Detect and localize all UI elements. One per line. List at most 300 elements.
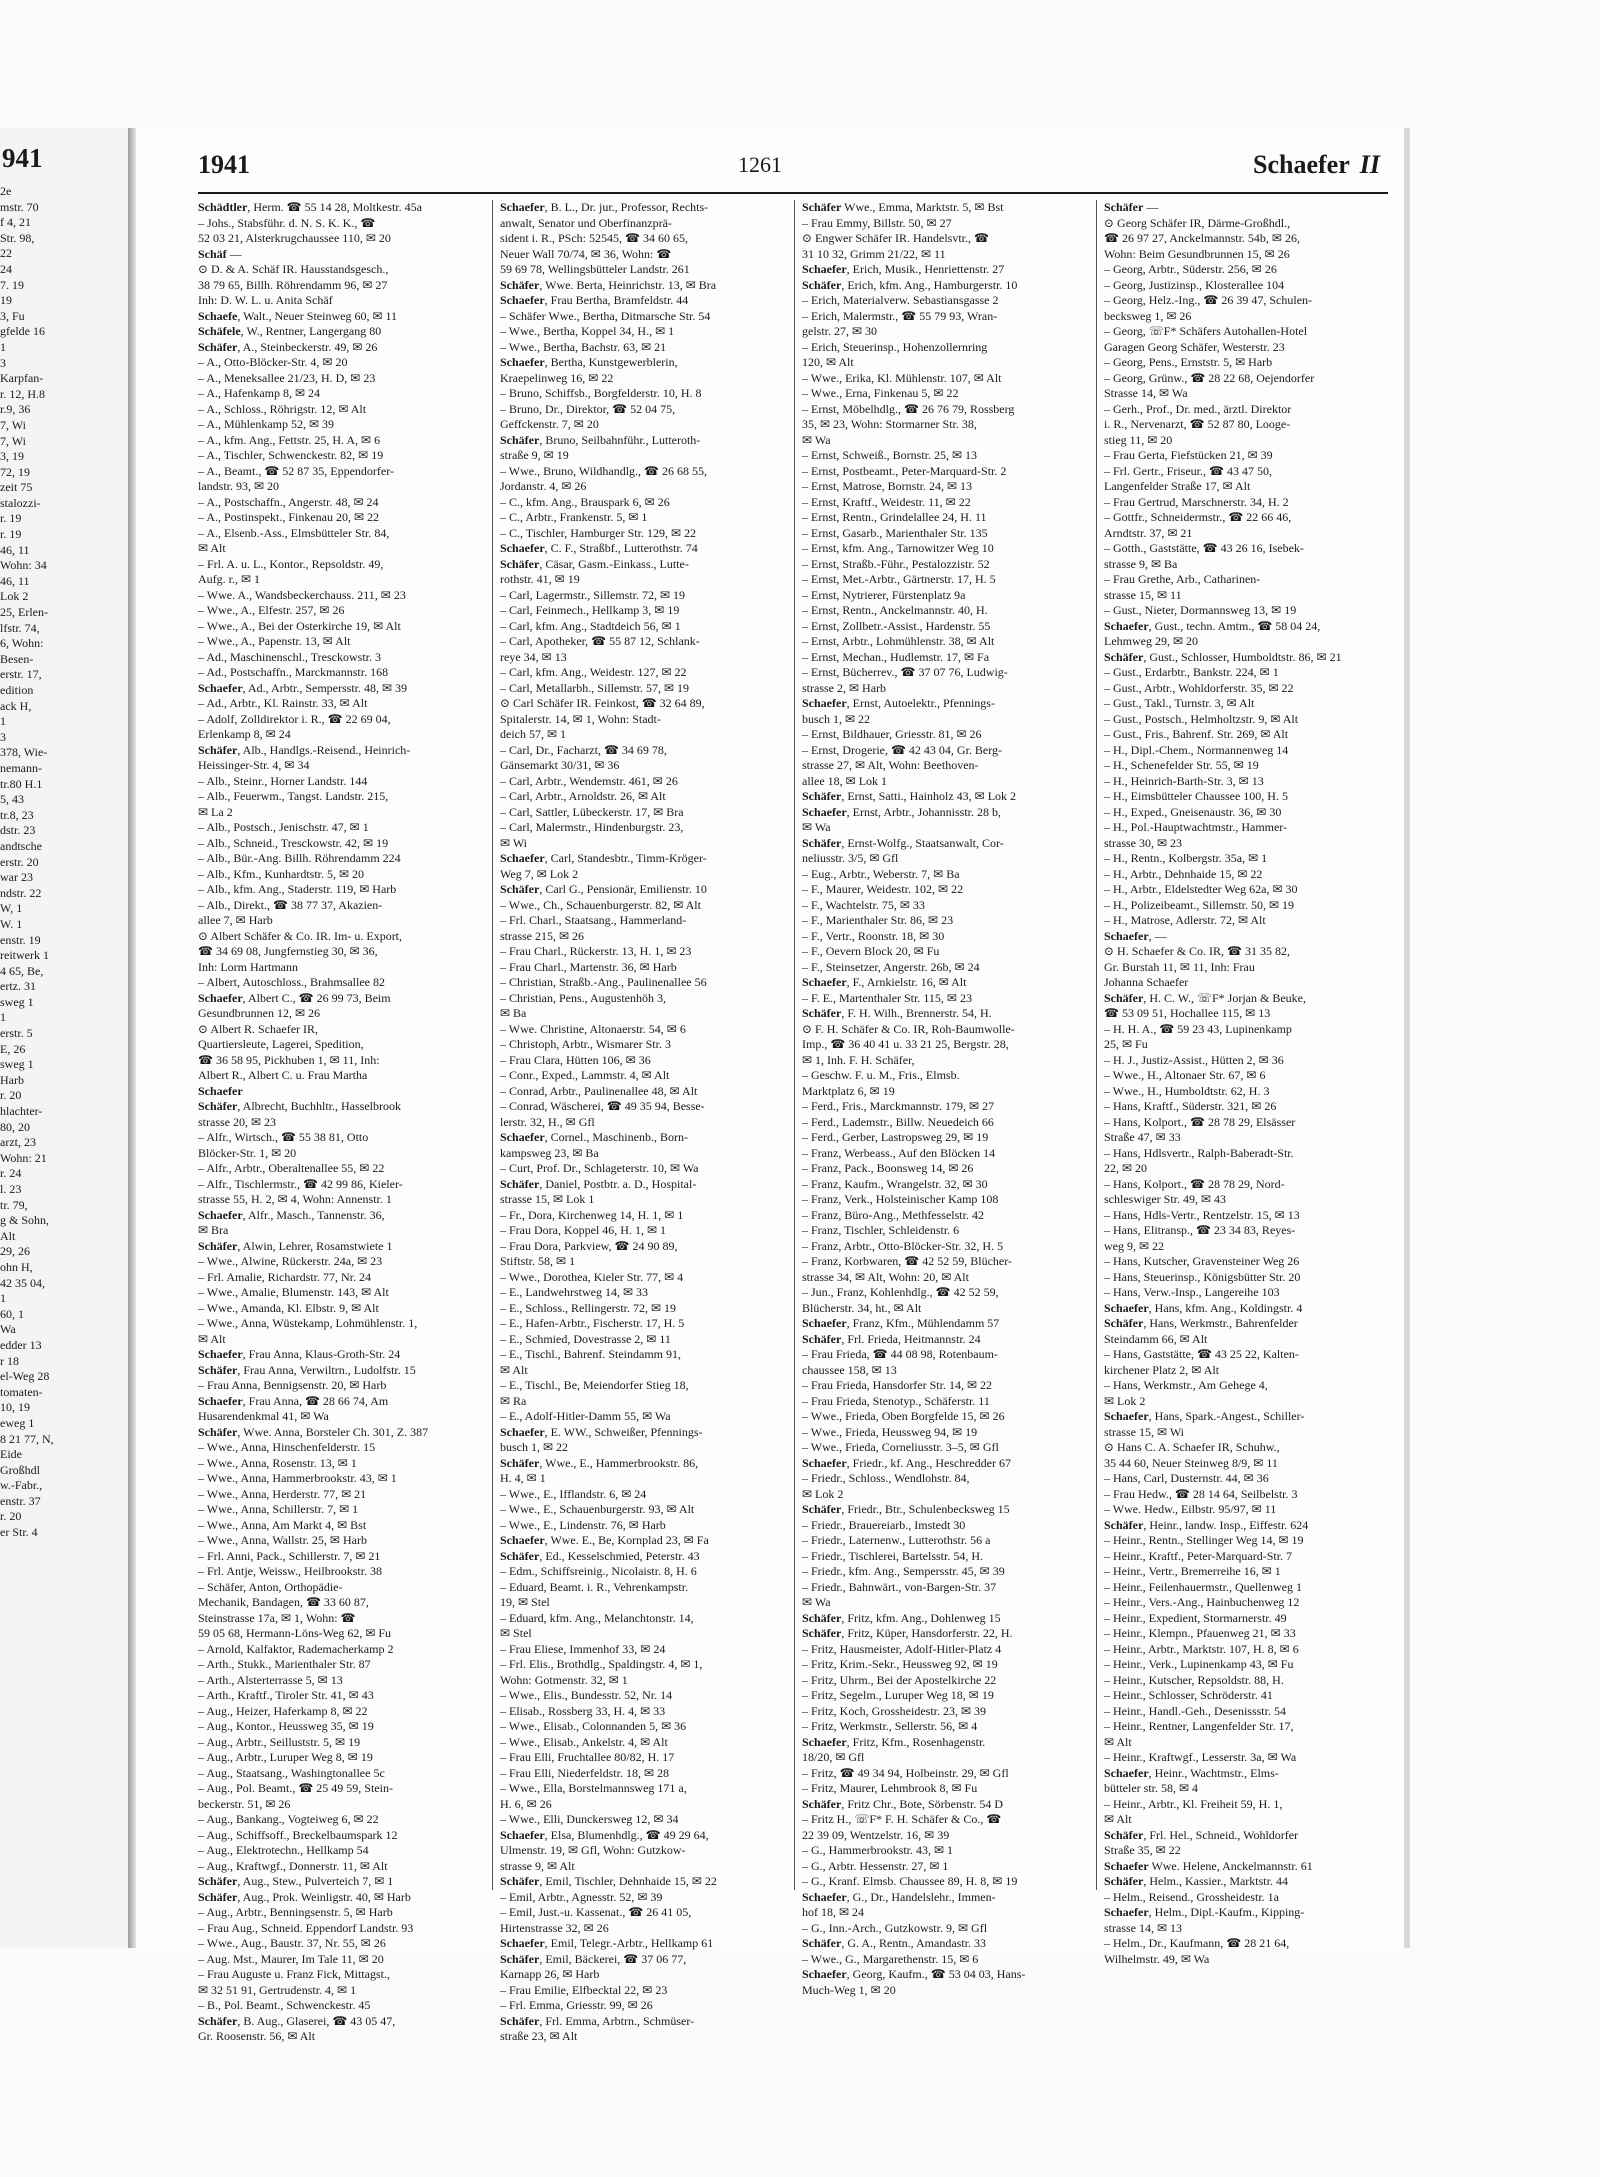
previous-page-line: Besen- [0,651,34,666]
previous-page-line: 378, Wie- [0,745,48,760]
directory-entry: ✉ Alt [198,1331,226,1346]
directory-entry: – Franz, Kaufm., Wrangelstr. 32, ✉ 30 [802,1176,988,1191]
previous-page-line: tr.8, 23 [0,807,34,822]
directory-entry: – Alb., kfm. Ang., Staderstr. 119, ✉ Harb [198,882,397,896]
previous-page-line: tr.80 H.1 [0,776,43,791]
directory-entry: Lehmweg 29, ✉ 20 [1104,634,1199,648]
directory-entry: – Wwe., Anna, Wallstr. 25, ✉ Harb [198,1533,367,1547]
header-year: 1941 [198,150,250,179]
directory-entry: Schäfer, Alb., Handlgs.-Reisend., Heinrich- [198,742,411,757]
directory-entry: ✉ Wa [802,432,831,447]
directory-entry: Schaefer, Helm., Dipl.-Kaufm., Kipping- [1104,1905,1305,1919]
directory-entry: allee 18, ✉ Lok 1 [802,773,888,788]
directory-entry: – H. H. A., ☎ 59 23 43, Lupinenkamp [1104,1021,1292,1036]
directory-entry: Schaefer, Cornel., Maschinenb., Born- [500,1130,688,1144]
directory-entry: – Wwe., Anna, Schillerstr. 7, ✉ 1 [198,1502,359,1516]
previous-page-line: l. 23 [0,1182,22,1196]
previous-page-line: Karpfan- [0,371,44,386]
directory-entry: 120, ✉ Alt [802,355,854,369]
directory-entry: Schaefer Wwe. Helene, Anckelmannstr. 61 [1104,1858,1313,1873]
directory-entry: – Wwe., Anna, Hammerbrookstr. 43, ✉ 1 [198,1471,397,1485]
directory-entry: ✉ Stel [500,1626,532,1640]
directory-entry: ✉ La 2 [198,804,233,819]
directory-entry: – Fritz, Hausmeister, Adolf-Hitler-Platz 4 [802,1641,1002,1656]
directory-entry: – Wwe., Alwine, Rückerstr. 24a, ✉ 23 [198,1254,383,1268]
directory-entry: – Frau Clara, Hütten 106, ✉ 36 [500,1052,651,1067]
directory-entry: Schaefer, Ernst, Autoelektr., Pfennings- [802,696,995,710]
directory-entry: Garagen Georg Schäfer, Westerstr. 23 [1104,339,1285,354]
directory-entry: – Arth., Stukk., Marienthaler Str. 87 [198,1657,371,1671]
previous-page-line: 8 21 77, N, [0,1431,54,1446]
previous-page-line: 60, 1 [0,1306,24,1321]
previous-page-line: 1 [0,339,6,354]
directory-entry: 38 79 65, Billh. Röhrendamm 96, ✉ 27 [198,277,388,292]
directory-entry: – Aug., Bankang., Vogteiweg 6, ✉ 22 [198,1812,379,1826]
directory-entry: Schaefer, Carl, Standesbtr., Timm-Kröger- [500,851,707,865]
directory-entry: Heissinger-Str. 4, ✉ 34 [198,758,310,772]
previous-page-line: el-Weg 28 [0,1369,50,1384]
directory-entry: – Ernst, Mechan., Hudlemstr. 17, ✉ Fa [802,649,990,664]
directory-entry: – Gust., Nieter, Dormannsweg 13, ✉ 19 [1104,603,1297,617]
directory-entry: Inh: Lorm Hartmann [198,959,298,974]
directory-entry: Schaefer, Heinr., Wachtmstr., Elms- [1104,1765,1279,1780]
directory-entry: ✉ Wi [500,835,528,850]
directory-entry: – Albert, Autoschloss., Brahmsallee 82 [198,975,385,989]
directory-entry: – Heinr., Rentn., Stellinger Weg 14, ✉ 19 [1104,1533,1304,1547]
directory-entry: – Fritz, ☎ 49 34 94, Holbeinstr. 29, ✉ Gfl [802,1765,1009,1780]
directory-entry: – Georg, Grünw., ☎ 28 22 68, Oejendorfer [1104,370,1315,385]
directory-entry: – Hans, Hdls-Vertr., Rentzelstr. 15, ✉ 13 [1104,1207,1300,1222]
directory-entry: – E., Schmied, Dovestrasse 2, ✉ 11 [500,1331,671,1346]
directory-entry: – Heinr., Rentner, Langenfelder Str. 17, [1104,1719,1294,1733]
previous-page-line: g & Sohn, [0,1213,50,1228]
directory-entry: – Arth., Kraftf., Tiroler Str. 41, ✉ 43 [198,1688,374,1702]
directory-entry: – Frau Frieda, Stenotyp., Schäferstr. 11 [802,1393,990,1408]
directory-entry: Marktplatz 6, ✉ 19 [802,1083,895,1098]
directory-entry: Schaefer, E. WW., Schweißer, Pfennings- [500,1424,703,1439]
directory-entry: – Curt, Prof. Dr., Schlageterstr. 10, ✉ Wa [500,1161,699,1175]
directory-entry: – Hans, Steuerinsp., Königsbütter Str. 20 [1104,1269,1301,1284]
directory-entry: – Fritz, Werkmstr., Sellerstr. 56, ✉ 4 [802,1719,978,1733]
directory-entry: – Friedr., kfm. Ang., Sempersstr. 45, ✉ 39 [802,1564,1005,1578]
directory-entry: Schäfer, Heinr., landw. Insp., Eiffestr. 624 [1104,1517,1309,1532]
previous-page-line: lfstr. 74, [0,620,40,635]
directory-entry: – Elisab., Rossberg 33, H. 4, ✉ 33 [500,1703,666,1718]
directory-entry: Schäfer, Ernst, Satti., Hainholz 43, ✉ Lok 2 [802,789,1017,803]
column-4 [1104,200,1390,1966]
directory-entry: Schädtler, Herm. ☎ 55 14 28, Moltkestr. 45a [198,200,422,214]
previous-page-line: r. 19 [0,527,22,542]
directory-entry: – E., Tischl., Bahrenf. Steindamm 91, [500,1347,681,1361]
directory-entry: – A., Otto-Blöcker-Str. 4, ✉ 20 [198,355,348,369]
directory-entry: – Wwe. Christine, Altonaerstr. 54, ✉ 6 [500,1021,686,1036]
directory-entry: Strasse 14, ✉ Wa [1104,386,1188,400]
directory-entry: Schaefer, G., Dr., Handelslehr., Immen- [802,1889,996,1904]
directory-entry: Arndtstr. 37, ✉ 21 [1104,525,1193,540]
directory-entry: 59 69 78, Wellingsbütteler Landstr. 261 [500,262,690,276]
directory-entry: – G., Arbtr. Hessenstr. 27, ✉ 1 [802,1858,949,1873]
directory-entry: – Ernst, Matrose, Bornstr. 24, ✉ 13 [802,479,973,493]
running-head-name: Schaefer [1253,150,1350,179]
previous-page-line: 1 [0,714,6,729]
directory-entry: – Alb., Postsch., Jenischstr. 47, ✉ 1 [198,820,369,834]
directory-entry: – H., Matrose, Adlerstr. 72, ✉ Alt [1104,913,1266,927]
directory-entry: straße 9, ✉ 19 [500,448,569,462]
previous-page-line: r. 19 [0,511,22,526]
previous-page-line: 3, Fu [0,308,25,323]
directory-entry: Schäfer, Carl G., Pensionär, Emilienstr. 10 [500,882,707,896]
previous-page-line: erstr. 5 [0,1026,33,1041]
directory-entry: – H., Heinrich-Barth-Str. 3, ✉ 13 [1104,773,1264,788]
directory-entry: – Heinr., Kutscher, Repsoldstr. 88, H. [1104,1672,1284,1687]
directory-entry: Schäfer, G. A., Rentn., Amandastr. 33 [802,1936,986,1950]
directory-entry: – Ernst, Rentn., Anckelmannstr. 40, H. [802,603,988,617]
directory-entry: – Erich, Materialverw. Sebastiansgasse 2 [802,293,999,307]
directory-entry: – Wwe., Bertha, Koppel 34, H., ✉ 1 [500,324,675,338]
directory-entry: Schäfer Wwe., Emma, Marktstr. 5, ✉ Bst [802,200,1004,214]
directory-entry: – Georg, Justizinsp., Klosterallee 104 [1104,277,1285,292]
directory-entry: – Erich, Steuerinsp., Hohenzollernring [802,339,988,354]
previous-page-line: 4 65, Be, [0,963,44,978]
directory-entry: Schäf — [198,246,242,261]
previous-page-line: reitwerk 1 [0,948,49,963]
directory-entry: – Friedr., Bahnwärt., von-Bargen-Str. 37 [802,1579,997,1594]
directory-entry: – Ernst, Met.-Arbtr., Gärtnerstr. 17, H. 5 [802,572,996,586]
directory-entry: – Ernst, Zollbetr.-Assist., Hardenstr. 55 [802,618,991,633]
directory-entry: ⊙ D. & A. Schäf IR. Hausstandsgesch., [198,262,389,276]
directory-entry: – Aug., Heizer, Haferkamp 8, ✉ 22 [198,1703,368,1718]
directory-entry: – Wwe., Erika, Kl. Mühlenstr. 107, ✉ Alt [802,370,1002,385]
directory-entry: – Friedr., Laternenw., Lutterothstr. 56 a [802,1533,991,1547]
directory-entry: ✉ Alt [1104,1812,1132,1826]
running-head-volume: II [1359,150,1380,179]
directory-entry: – Conrad, Wäscherei, ☎ 49 35 94, Besse- [500,1099,705,1113]
directory-entry: – Wwe., Anna, Hinschenfelderstr. 15 [198,1440,376,1454]
directory-entry: – Gotth., Gaststätte, ☎ 43 26 16, Isebek- [1104,541,1304,555]
directory-entry: – B., Pol. Beamt., Schwenckestr. 45 [198,1998,371,2012]
directory-entry: – H. J., Justiz-Assist., Hütten 2, ✉ 36 [1104,1052,1284,1067]
directory-entry: strasse 15, ✉ 11 [1104,587,1182,602]
directory-entry: strasse 215, ✉ 26 [500,928,585,943]
directory-entry: Schäfer, F. H. Wilh., Brennerstr. 54, H. [802,1006,992,1020]
directory-entry: – Aug., Arbtr., Benningsenstr. 5, ✉ Harb [198,1905,393,1919]
directory-entry: 18/20, ✉ Gfl [802,1750,865,1764]
directory-entry: Schäfer, Frl. Emma, Arbtrn., Schmüser- [500,2013,695,2028]
directory-entry: Schäfer, Frau Anna, Verwiltrn., Ludolfstr. 15 [198,1362,416,1377]
directory-entry: – E., Schloss., Rellingerstr. 72, ✉ 19 [500,1300,677,1315]
directory-entry: – Friedr., Brauereiarb., Imstedt 30 [802,1517,966,1532]
directory-entry: ✉ Ba [500,1006,527,1020]
directory-entry: – Heinr., Verk., Lupinenkamp 43, ✉ Fu [1104,1657,1294,1671]
directory-entry: – Fritz, Uhrm., Bei der Apostelkirche 22 [802,1672,997,1687]
directory-entry: – Heinr., Arbtr., Marktstr. 107, H. 8, ✉ 6 [1104,1641,1299,1656]
previous-page-line: enstr. 19 [0,932,41,947]
directory-entry: Schäfer, Frl. Hel., Schneid., Wohldorfer [1104,1827,1299,1842]
directory-entry: – Wwe., Elli, Dunckersweg 12, ✉ 34 [500,1812,679,1826]
previous-page-line: gfelde 16 [0,324,45,339]
directory-entry: – Frl. Gertr., Friseur., ☎ 43 47 50, [1104,463,1272,478]
directory-entry: Spitalerstr. 14, ✉ 1, Wohn: Stadt- [500,711,661,726]
previous-page-line: hlachter- [0,1104,43,1119]
directory-entry: – C., Arbtr., Frankenstr. 5, ✉ 1 [500,510,648,524]
previous-page-lines [0,184,128,1541]
directory-entry: Gänsemarkt 30/31, ✉ 36 [500,758,620,772]
directory-entry: Schaefer, Alfr., Masch., Tannenstr. 36, [198,1207,385,1222]
previous-page-line: 46, 11 [0,542,30,557]
directory-entry: strasse 30, ✉ 23 [1104,835,1183,850]
directory-entry: – Carl, Metallarbh., Sillemstr. 57, ✉ 19 [500,680,690,695]
directory-entry: kirchener Platz 2, ✉ Alt [1104,1362,1220,1377]
directory-entry: – Wwe., A., Papenstr. 13, ✉ Alt [198,634,351,648]
directory-entry: – Wwe. Hedw., Eilbstr. 95/97, ✉ 11 [1104,1502,1277,1516]
directory-entry: reye 34, ✉ 13 [500,649,567,664]
directory-entry: ✉ 1, Inh. F. H. Schäfer, [802,1052,915,1067]
directory-entry: – Bruno, Schiffsb., Borgfelderstr. 10, H. 8 [500,386,702,400]
directory-entry: – Frl. Elis., Brothdlg., Spaldingstr. 4, ✉ 1, [500,1657,703,1671]
directory-entry: H. 6, ✉ 26 [500,1796,552,1811]
directory-entry: – Hans, Hdlsvertr., Ralph-Baberadt-Str. [1104,1145,1294,1160]
directory-entry: – Fritz, Krim.-Sekr., Heussweg 92, ✉ 19 [802,1657,998,1671]
directory-entry: – Wwe. A., Wandsbeckerchauss. 211, ✉ 23 [198,587,406,602]
previous-page-line: 3, 19 [0,449,24,464]
previous-page-fragment [0,128,130,1948]
directory-entry: 31 10 32, Grimm 21/22, ✉ 11 [802,246,946,261]
directory-entry: deich 57, ✉ 1 [500,727,567,741]
directory-entry: – Wwe., Frieda, Oben Borgfelde 15, ✉ 26 [802,1409,1005,1423]
directory-entry: Schaefer, Friedr., kf. Ang., Heschredder 67 [802,1455,1011,1470]
directory-entry: – F., Oevern Block 20, ✉ Fu [802,944,940,958]
directory-entry: – A., Postschaffn., Angerstr. 48, ✉ 24 [198,494,379,509]
directory-entry: – Wwe., G., Margarethenstr. 15, ✉ 6 [802,1951,979,1966]
directory-entry: stieg 11, ✉ 20 [1104,432,1173,447]
directory-entry: Schäfer, Emil, Bäckerei, ☎ 37 06 77, [500,1951,687,1966]
directory-entry: Hirtenstrasse 32, ✉ 26 [500,1920,609,1935]
directory-entry: – Frau Grethe, Arb., Catharinen- [1104,572,1261,586]
previous-page-line: 1 [0,1010,6,1025]
directory-entry: – G., Inn.-Arch., Gutzkowstr. 9, ✉ Gfl [802,1920,988,1935]
previous-page-line: 7, Wi [0,417,26,432]
directory-entry: Schäfer, H. C. W., ☏F* Jorjan & Beuke, [1104,990,1307,1005]
previous-page-line: r. 12, H.8 [0,386,45,401]
previous-page-line: 29, 26 [0,1244,30,1259]
previous-page-line: ack H, [0,698,32,713]
directory-entry: Husarendenkmal 41, ✉ Wa [198,1409,329,1423]
directory-entry: – Frau Auguste u. Franz Fick, Mittagst., [198,1967,390,1981]
directory-entry: Schäfer, Fritz, kfm. Ang., Dohlenweg 15 [802,1610,1001,1625]
directory-entry: kampsweg 23, ✉ Ba [500,1145,599,1160]
directory-entry: – Wwe., Elisab., Colonnanden 5, ✉ 36 [500,1719,687,1733]
directory-entry: Schaefer, Albert C., ☎ 26 99 73, Beim [198,990,391,1005]
directory-entry: – Frau Emmy, Billstr. 50, ✉ 27 [802,215,952,230]
page-edge [1404,128,1410,1948]
directory-entry: – Fritz H., ☏F* F. H. Schäfer & Co., ☎ [802,1812,1002,1826]
directory-entry: – Frau Dora, Koppel 46, H. 1, ✉ 1 [500,1223,667,1237]
previous-page-line: edition [0,683,34,697]
directory-entry: strasse 20, ✉ 23 [198,1114,277,1129]
previous-page-line: ertz. 31 [0,979,36,994]
directory-entry: – E., Adolf-Hitler-Damm 55, ✉ Wa [500,1409,671,1423]
directory-entry: Johanna Schaefer [1104,975,1189,989]
directory-entry: strasse 15, ✉ Lok 1 [500,1192,595,1206]
directory-entry: – Hans, Elitransp., ☎ 23 34 83, Reyes- [1104,1223,1296,1237]
directory-entry: 22 39 09, Wentzelstr. 16, ✉ 39 [802,1827,950,1842]
directory-entry: 35 44 60, Neuer Steinweg 8/9, ✉ 11 [1104,1455,1278,1470]
directory-entry: – Ernst, Bildhauer, Griesstr. 81, ✉ 26 [802,727,982,741]
directory-entry: – Aug. Mst., Maurer, Im Tale 11, ✉ 20 [198,1951,384,1966]
directory-entry: Schäfer, Frl. Frieda, Heitmannstr. 24 [802,1331,981,1346]
directory-entry: – Eug., Arbtr., Weberstr. 7, ✉ Ba [802,866,960,881]
directory-entry: – Heinr., Kraftf., Peter-Marquard-Str. 7 [1104,1548,1293,1563]
directory-entry: i. R., Nervenarzt, ☎ 52 87 80, Looge- [1104,417,1291,431]
directory-entry: – Georg, Helz.-Ing., ☎ 26 39 47, Schulen- [1104,293,1313,307]
directory-entry: ✉ Alt [500,1362,528,1377]
directory-entry: – F., Steinsetzer, Angerstr. 26b, ✉ 24 [802,959,980,974]
previous-page-line: W, 1 [0,901,23,916]
directory-entry: – Wwe., Frieda, Corneliusstr. 3–5, ✉ Gfl [802,1440,999,1454]
previous-page-line: tr. 79, [0,1197,28,1212]
directory-entry: – Alb., Feuerwm., Tangst. Landstr. 215, [198,789,389,803]
directory-entry: – F., Marienthaler Str. 86, ✉ 23 [802,913,954,927]
directory-entry: – Wwe., Ch., Schauenburgerstr. 82, ✉ Alt [500,897,701,912]
directory-entry: Langenfelder Straße 17, ✉ Alt [1104,479,1251,493]
directory-entry: – Gust., Fris., Bahrenf. Str. 269, ✉ Alt [1104,727,1289,741]
directory-entry: ⊙ Carl Schäfer IR. Feinkost, ☎ 32 64 89, [500,696,705,710]
previous-page-line: Str. 98, [0,230,35,245]
directory-entry: – Wwe., E., Schauenburgerstr. 93, ✉ Alt [500,1502,695,1516]
directory-entry: sident i. R., PSch: 52545, ☎ 34 60 65, [500,231,688,245]
directory-entry: – Heinr., Kraftwgf., Lesserstr. 3a, ✉ Wa [1104,1750,1297,1764]
directory-entry: – Carl, Feinmech., Hellkamp 3, ✉ 19 [500,603,680,617]
previous-page-line: mstr. 70 [0,199,39,214]
directory-entry: – Frl. Emma, Griesstr. 99, ✉ 26 [500,1998,653,2012]
previous-page-line: dstr. 23 [0,823,36,838]
directory-entry: Inh: D. W. L. u. Anita Schäf [198,293,333,307]
directory-page [136,128,1404,2043]
column-divider [794,200,795,1890]
directory-entry: – Erich, Malermstr., ☎ 55 79 93, Wran- [802,308,998,323]
directory-entry: Schaefer, Frau Anna, ☎ 28 66 74, Am [198,1393,389,1408]
directory-entry: – F. E., Martenthaler Str. 115, ✉ 23 [802,990,972,1005]
previous-page-line: 6, Wohn: [0,636,44,651]
directory-entry: – Wwe., Frieda, Heussweg 94, ✉ 19 [802,1424,978,1439]
column-2 [500,200,786,2043]
directory-entry: Schaefer, Frau Anna, Klaus-Groth-Str. 24 [198,1347,401,1361]
directory-entry: Schaefer, Ad., Arbtr., Sempersstr. 48, ✉ 39 [198,680,408,695]
directory-entry: – Wwe., Bertha, Bachstr. 63, ✉ 21 [500,339,667,354]
directory-entry: Schaefer, Franz, Kfm., Mühlendamm 57 [802,1316,1000,1330]
directory-entry: Steindamm 66, ✉ Alt [1104,1331,1208,1346]
directory-entry: – Georg, Pens., Ernststr. 5, ✉ Harb [1104,355,1273,369]
directory-entry: – Hans, Carl, Dusternstr. 44, ✉ 36 [1104,1471,1269,1485]
directory-entry: Jordanstr. 4, ✉ 26 [500,479,587,493]
directory-entry: – Aug., Arbtr., Seilluststr. 5, ✉ 19 [198,1734,361,1749]
directory-entry: – Frau Charl., Rückerstr. 13, H. 1, ✉ 23 [500,944,692,958]
directory-entry: – Gust., Arbtr., Wohldorferstr. 35, ✉ 22 [1104,680,1294,695]
directory-entry: – Christian, Pens., Augustenhöh 3, [500,990,667,1005]
directory-entry: schleswiger Str. 49, ✉ 43 [1104,1192,1227,1206]
directory-entry: Blöcker-Str. 1, ✉ 20 [198,1145,297,1160]
directory-entry: – H., Rentn., Kolbergstr. 35a, ✉ 1 [1104,851,1268,865]
previous-page-line: zeit 75 [0,480,33,495]
column-1 [198,200,484,2043]
previous-page-line: 3 [0,729,6,744]
directory-entry: – E., Hafen-Arbtr., Fischerstr. 17, H. 5 [500,1316,685,1330]
directory-entry: Schaefer, Ernst, Arbtr., Johannisstr. 28 b, [802,804,1001,819]
directory-entry: Schäfer, Aug., Stew., Pulverteich 7, ✉ 1 [198,1874,394,1888]
directory-entry: – Hans, Kraftf., Süderstr. 321, ✉ 26 [1104,1099,1277,1113]
directory-entry: Schaefer, Elsa, Blumenhdlg., ☎ 49 29 64, [500,1827,709,1842]
directory-entry: strasse 15, ✉ Wi [1104,1424,1185,1439]
directory-entry: ⊙ Albert Schäfer & Co. IR. Im- u. Export, [198,928,403,943]
directory-entry: – E., Landwehrstweg 14, ✉ 33 [500,1285,649,1299]
directory-entry: – A., Postinspekt., Finkenau 20, ✉ 22 [198,510,380,524]
directory-entry: – H., Arbtr., Eldelstedter Weg 62a, ✉ 30 [1104,882,1298,896]
directory-entry: Mechanik, Bandagen, ☎ 33 60 87, [198,1595,369,1609]
directory-entry: – Arth., Alsterterrasse 5, ✉ 13 [198,1672,343,1687]
directory-entry: ✉ Ra [500,1393,527,1408]
directory-entry: – Gust., Postsch., Helmholtzstr. 9, ✉ Alt [1104,711,1299,726]
directory-entry: ✉ Lok 2 [1104,1393,1146,1408]
directory-entry: Schäfer, A., Steinbeckerstr. 49, ✉ 26 [198,339,378,354]
directory-entry: Schaefer, Emil, Telegr.-Arbtr., Hellkamp 61 [500,1936,714,1950]
directory-entry: ☎ 34 69 08, Jungfernstieg 30, ✉ 36, [198,944,378,958]
book-gutter [128,128,136,1948]
previous-page-line: stalozzi- [0,495,41,510]
directory-entry: – Wwe., Erna, Finkenau 5, ✉ 22 [802,386,959,400]
directory-entry: Schäfer, Gust., Schlosser, Humboldtstr. 86, ✉ 21 [1104,649,1342,664]
previous-page-line: 10, 19 [0,1400,30,1415]
directory-entry: – Ernst, Drogerie, ☎ 42 43 04, Gr. Berg- [802,742,1003,757]
directory-entry: Aufg. r., ✉ 1 [198,572,261,586]
directory-entry: Schäfer, Ed., Kesselschmied, Peterstr. 43 [500,1548,700,1563]
directory-entry: – G., Kranf. Elmsb. Chaussee 89, H. 8, ✉ 19 [802,1874,1018,1888]
directory-entry: – Alb., Schneid., Tresckowstr. 42, ✉ 19 [198,835,389,850]
directory-entry: – F., Maurer, Weidestr. 102, ✉ 22 [802,882,964,896]
directory-entry: ✉ Alt [198,541,226,555]
directory-entry: Blücherstr. 34, ht., ✉ Alt [802,1300,922,1315]
directory-entry: – Ernst, Schweiß., Bornstr. 25, ✉ 13 [802,448,978,462]
directory-entry: strasse 9, ✉ Alt [500,1858,575,1873]
directory-entry: – Aug., Schiffsoff., Breckelbaumspark 12 [198,1827,398,1842]
directory-entry: – Alb., Direkt., ☎ 38 77 37, Akazien- [198,897,383,912]
directory-entry: – Franz, Verk., Holsteinischer Kamp 108 [802,1192,999,1206]
directory-entry: straße 23, ✉ Alt [500,2029,578,2043]
directory-entry: – Frl. A. u. L., Kontor., Repsoldstr. 49, [198,556,384,571]
directory-entry: – Wwe., Anna, Am Markt 4, ✉ Bst [198,1517,367,1532]
directory-entry: – Wwe., Elisab., Ankelstr. 4, ✉ Alt [500,1734,668,1749]
directory-entry: ✉ 32 51 91, Gertrudenstr. 4, ✉ 1 [198,1982,357,1997]
directory-entry: Gr. Burstah 11, ✉ 11, Inh: Frau [1104,959,1255,974]
directory-entry: – Fritz, Koch, Grossheidestr. 23, ✉ 39 [802,1703,987,1718]
directory-entry: Schaefer, Fritz, Kfm., Rosenhagenstr. [802,1734,986,1749]
directory-entry: neliusstr. 3/5, ✉ Gfl [802,851,899,865]
directory-entry: – Wwe., H., Humboldtstr. 62, H. 3 [1104,1083,1270,1098]
page-header [198,150,1388,186]
directory-entry: – Franz, Werbeass., Auf den Blöcken 14 [802,1145,996,1160]
directory-entry: – Aug., Staatsang., Washingtonallee 5c [198,1765,385,1780]
directory-entry: – A., Elsenb.-Ass., Elmsbütteler Str. 84, [198,525,390,540]
directory-entry: ⊙ H. Schaefer & Co. IR, ☎ 31 35 82, [1104,944,1290,958]
directory-entry: – Ernst, kfm. Ang., Tarnowitzer Weg 10 [802,541,994,555]
directory-entry: Schaefe, Walt., Neuer Steinweg 60, ✉ 11 [198,308,398,323]
directory-entry: – Frau Elli, Niederfeldstr. 18, ✉ 28 [500,1765,670,1780]
directory-entry: – Wwe., Dorothea, Kieler Str. 77, ✉ 4 [500,1269,684,1284]
directory-entry: Schaefer, — [1104,928,1167,943]
directory-entry: strasse 9, ✉ Ba [1104,556,1178,571]
directory-entry: – A., Hafenkamp 8, ✉ 24 [198,386,321,400]
directory-entry: – H., Dipl.-Chem., Normannenweg 14 [1104,742,1289,757]
directory-entry: – Frau Aug., Schneid. Eppendorf Landstr. 93 [198,1920,414,1935]
